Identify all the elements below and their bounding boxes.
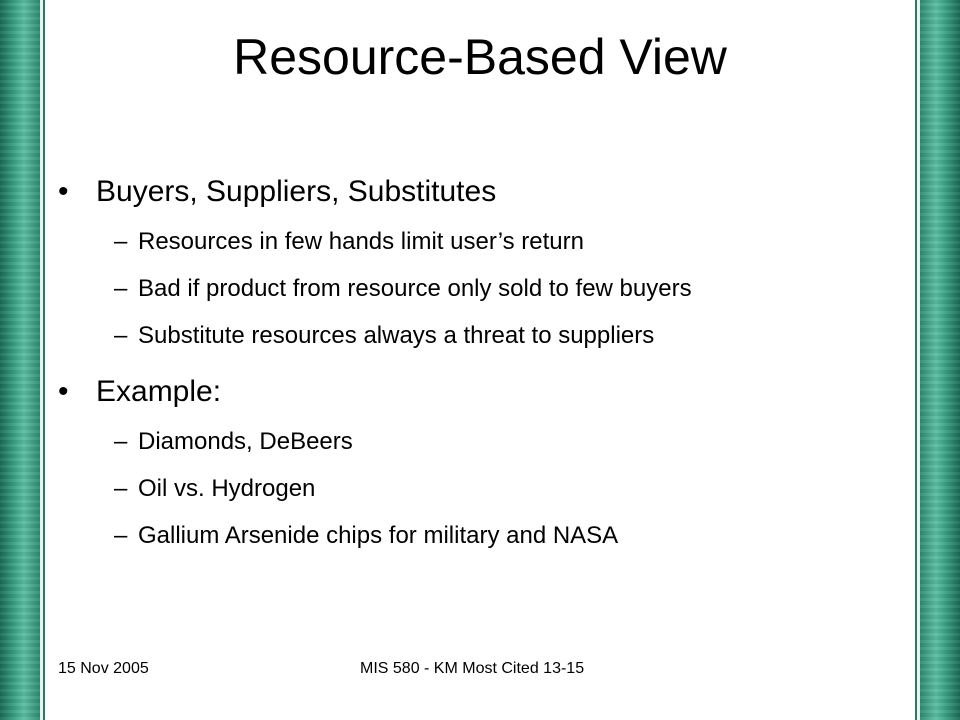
sub-bullet-item xyxy=(58,275,908,304)
slide-title: Resource-Based View xyxy=(233,29,727,85)
sub-bullet-marker: – xyxy=(114,321,128,349)
sub-bullet-marker: – xyxy=(114,228,128,255)
sub-bullet-marker: – xyxy=(114,521,128,549)
left-border-shadow xyxy=(43,0,45,720)
footer-course-label: MIS 580 - KM Most Cited 13-15 xyxy=(360,660,585,677)
left-decorative-border xyxy=(0,0,40,720)
slide-content xyxy=(58,174,908,569)
right-decorative-border xyxy=(920,0,960,720)
sub-bullet-text: Gallium Arsenide chips for military and NASA xyxy=(138,521,619,549)
right-border-shadow xyxy=(915,0,917,720)
bullet-marker: • xyxy=(58,175,69,208)
bullet-text: Buyers, Suppliers, Substitutes xyxy=(96,175,497,208)
sub-bullet-marker: – xyxy=(114,475,128,503)
bullet-item xyxy=(58,174,908,210)
sub-bullet-item xyxy=(58,475,908,504)
sub-bullet-text: Resources in few hands limit user’s return xyxy=(138,228,584,255)
bullet-item xyxy=(58,374,908,410)
sub-bullet-item xyxy=(58,428,908,457)
sub-bullet-item xyxy=(58,228,908,257)
bullet-marker: • xyxy=(58,375,69,409)
sub-bullet-text: Substitute resources always a threat to suppliers xyxy=(138,321,655,349)
sub-bullet-text: Diamonds, DeBeers xyxy=(138,428,353,456)
sub-bullet-marker: – xyxy=(114,428,128,456)
sub-bullet-item xyxy=(58,322,908,351)
sub-bullet-marker: – xyxy=(114,274,128,302)
sub-bullet-item xyxy=(58,522,908,551)
right-border-highlight xyxy=(917,0,920,720)
footer-date: 15 Nov 2005 xyxy=(58,660,149,677)
sub-bullet-text: Bad if product from resource only sold to few buyers xyxy=(138,274,692,302)
bullet-text: Example: xyxy=(96,375,222,409)
sub-bullet-text: Oil vs. Hydrogen xyxy=(138,475,316,503)
